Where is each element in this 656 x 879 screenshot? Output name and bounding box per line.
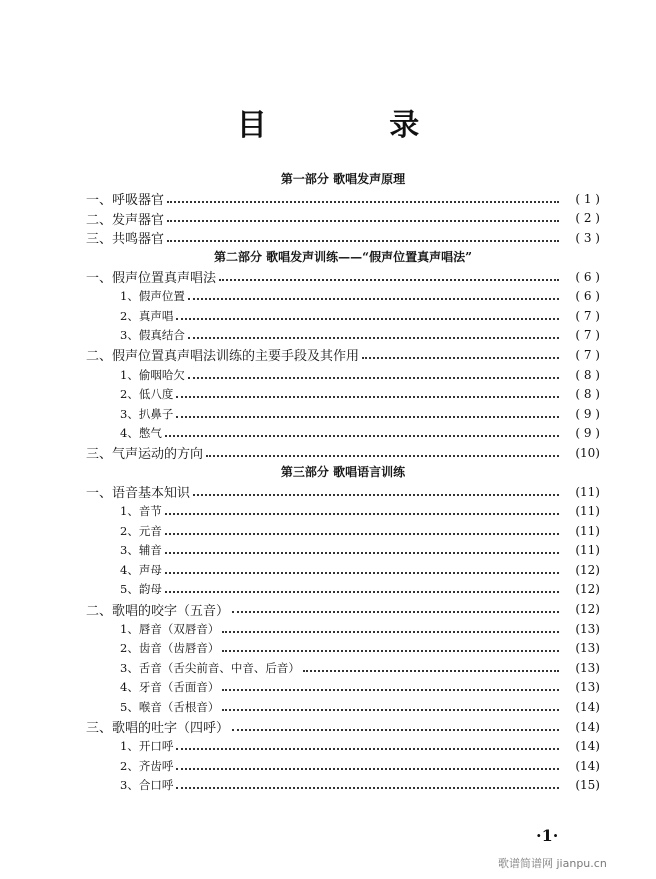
table-of-contents [86, 170, 600, 795]
leader-dots [165, 552, 559, 554]
watermark: 歌谱简谱网 jianpu.cn [498, 857, 607, 870]
page-title: 目 录 [236, 108, 476, 143]
entry-page-number: (12) [575, 582, 600, 597]
toc-subentry [86, 697, 600, 717]
toc-subentry [86, 286, 600, 306]
entry-label: 1、假声位置 [120, 289, 185, 304]
leader-dots [193, 494, 559, 496]
entry-page-number: (14) [575, 758, 600, 773]
page-number: ·1· [536, 826, 559, 845]
entry-page-number: ( 3 ) [575, 230, 600, 245]
toc-entry [86, 717, 600, 737]
leader-dots [188, 298, 559, 300]
entry-label: 3、辅音 [120, 543, 162, 558]
entry-label: 5、喉音（舌根音） [120, 700, 220, 715]
entry-page-number: ( 8 ) [575, 387, 600, 402]
entry-page-number: ( 1 ) [575, 191, 600, 206]
leader-dots [167, 201, 559, 203]
entry-page-number: (11) [575, 523, 600, 538]
toc-subentry [86, 560, 600, 580]
entry-page-number: ( 2 ) [575, 211, 600, 226]
leader-dots [222, 689, 559, 691]
toc-subentry [86, 424, 600, 444]
toc-subentry [86, 638, 600, 658]
leader-dots [222, 631, 559, 633]
entry-label: 3、扒鼻子 [120, 406, 174, 421]
leader-dots [206, 455, 559, 457]
entry-page-number: ( 9 ) [575, 426, 600, 441]
leader-dots [167, 240, 559, 242]
entry-label: 1、偷咽哈欠 [120, 367, 185, 382]
entry-label: 3、假真结合 [120, 328, 185, 343]
entry-label: 4、牙音（舌面音） [120, 680, 220, 695]
toc-subentry [86, 619, 600, 639]
entry-label: 三、共鸣器官 [86, 232, 165, 248]
entry-page-number: ( 8 ) [575, 367, 600, 382]
entry-label: 3、合口呼 [120, 778, 174, 793]
leader-dots [222, 709, 559, 711]
entry-label: 一、语音基本知识 [86, 486, 191, 502]
leader-dots [222, 650, 559, 652]
entry-page-number: ( 7 ) [575, 308, 600, 323]
leader-dots [167, 220, 559, 222]
toc-subentry [86, 365, 600, 385]
leader-dots [176, 318, 559, 320]
leader-dots [165, 533, 559, 535]
toc-subentry [86, 404, 600, 424]
entry-page-number: ( 9 ) [575, 406, 600, 421]
entry-label: 2、元音 [120, 523, 162, 538]
toc-entry [86, 189, 600, 209]
toc-subentry [86, 306, 600, 326]
leader-dots [165, 435, 559, 437]
toc-subentry [86, 326, 600, 346]
entry-label: 一、呼吸器官 [86, 193, 165, 209]
part-heading: 第一部分 歌唱发声原理 [280, 172, 406, 186]
entry-page-number: (13) [575, 660, 600, 675]
entry-page-number: (14) [575, 700, 600, 715]
entry-page-number: (11) [575, 484, 600, 499]
entry-label: 5、韵母 [120, 582, 162, 597]
entry-page-number: (11) [575, 543, 600, 558]
leader-dots [176, 787, 559, 789]
leader-dots [303, 670, 559, 672]
entry-page-number: ( 6 ) [575, 269, 600, 284]
toc-entry [86, 345, 600, 365]
leader-dots [165, 591, 559, 593]
leader-dots [232, 729, 559, 731]
entry-page-number: (13) [575, 680, 600, 695]
leader-dots [362, 357, 559, 359]
toc-subentry [86, 580, 600, 600]
part-heading: 第二部分 歌唱发声训练——“假声位置真声唱法” [214, 249, 472, 264]
leader-dots [176, 748, 559, 750]
leader-dots [219, 279, 559, 281]
toc-subentry [86, 756, 600, 776]
leader-dots [188, 337, 559, 339]
entry-label: 4、憋气 [120, 426, 162, 441]
toc-entry [86, 209, 600, 229]
entry-page-number: ( 7 ) [575, 347, 600, 362]
entry-page-number: (10) [575, 445, 600, 460]
entry-label: 2、真声唱 [120, 308, 174, 323]
leader-dots [188, 377, 559, 379]
entry-label: 4、声母 [120, 562, 162, 577]
entry-label: 一、假声位置真声唱法 [86, 271, 217, 287]
leader-dots [165, 572, 559, 574]
toc-subentry [86, 736, 600, 756]
leader-dots [232, 611, 559, 613]
entry-page-number: ( 7 ) [575, 328, 600, 343]
entry-label: 二、假声位置真声唱法训练的主要手段及其作用 [86, 349, 360, 365]
toc-subentry [86, 678, 600, 698]
entry-page-number: (12) [575, 602, 600, 617]
leader-dots [176, 768, 559, 770]
entry-label: 2、齐齿呼 [120, 758, 174, 773]
entry-label: 三、气声运动的方向 [86, 447, 204, 463]
toc-entry [86, 599, 600, 619]
entry-label: 1、开口呼 [120, 739, 174, 754]
entry-label: 3、舌音（舌尖前音、中音、后音） [120, 660, 300, 675]
entry-page-number: (13) [575, 621, 600, 636]
entry-label: 2、齿音（齿唇音） [120, 641, 220, 656]
entry-label: 2、低八度 [120, 387, 174, 402]
entry-label: 三、歌唱的吐字（四呼） [86, 721, 230, 737]
entry-label: 二、歌唱的咬字（五音） [86, 603, 230, 619]
part-heading: 第三部分 歌唱语言训练 [280, 464, 406, 479]
entry-page-number: ( 6 ) [575, 289, 600, 304]
leader-dots [176, 416, 559, 418]
toc-subentry [86, 658, 600, 678]
entry-label: 二、发声器官 [86, 212, 165, 228]
entry-page-number: (12) [575, 562, 600, 577]
toc-subentry [86, 384, 600, 404]
entry-page-number: (14) [575, 739, 600, 754]
toc-subentry [86, 501, 600, 521]
entry-page-number: (15) [575, 778, 600, 793]
toc-entry [86, 228, 600, 248]
leader-dots [176, 396, 559, 398]
toc-subentry [86, 776, 600, 796]
toc-subentry [86, 541, 600, 561]
toc-entry [86, 267, 600, 287]
entry-page-number: (14) [575, 719, 600, 734]
leader-dots [165, 513, 559, 515]
toc-entry [86, 482, 600, 502]
toc-subentry [86, 521, 600, 541]
entry-label: 1、唇音（双唇音） [120, 621, 220, 636]
entry-page-number: (13) [575, 641, 600, 656]
entry-page-number: (11) [575, 504, 600, 519]
entry-label: 1、音节 [120, 504, 162, 519]
toc-entry [86, 443, 600, 463]
